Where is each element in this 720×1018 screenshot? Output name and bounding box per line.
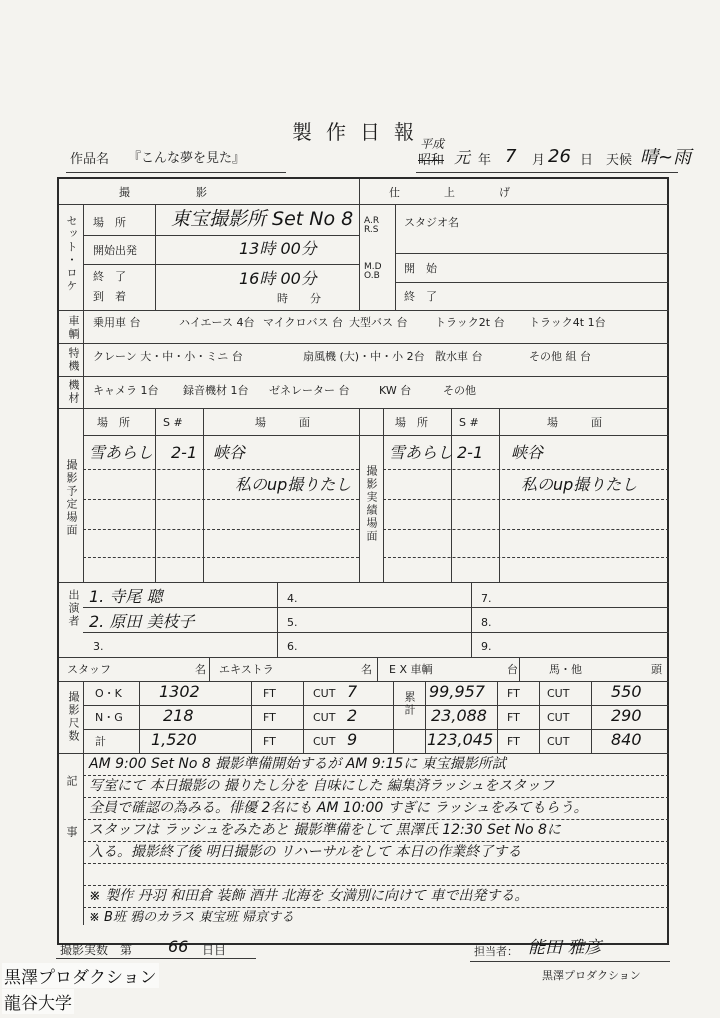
ng-cum-ft-unit: FT [507, 711, 520, 724]
ng-cut: 2 [347, 706, 358, 725]
era-written: 平成 [420, 137, 445, 151]
day-label: 日 [580, 153, 594, 168]
actual-sn-header: S # [459, 416, 479, 429]
month-label: 月 [532, 153, 546, 168]
actual-scene-value: 峡谷 [511, 443, 544, 462]
report-form [57, 177, 669, 945]
plan-place-value: 雪あらし [89, 443, 154, 462]
actual-place-value: 雪あらし [389, 443, 454, 462]
weather-value: 晴~雨 [640, 147, 692, 168]
cumulative-label: 累計 [403, 691, 416, 717]
staff-unit: 名 [195, 663, 206, 676]
year-value: 元 [454, 148, 471, 167]
total-cum-ft: 123,045 [427, 730, 494, 749]
close-label: 終 了 [404, 290, 437, 303]
in-charge-underline [470, 961, 670, 962]
cast-9: 9. [481, 640, 492, 653]
extra-label: エキストラ [219, 663, 274, 676]
equipment-label: 特機 [67, 347, 80, 373]
note-line-8: ※ B班 鴉のカラス 東宝班 帰京する [89, 910, 294, 925]
day-value: 26 [548, 146, 571, 167]
ex-vehicle-label: E X 車輌 [389, 663, 433, 676]
ng-cum-cut-unit: CUT [547, 711, 570, 724]
ng-label: N・G [95, 711, 123, 724]
actual-label: 撮影実績場面 [365, 465, 378, 543]
company-name: 黒澤プロダクション [542, 969, 641, 982]
total-cum-ft-unit: FT [507, 735, 520, 748]
total-cut-unit: CUT [313, 735, 336, 748]
watermark-line-1: 黒澤プロダクション [2, 963, 159, 988]
vehicle-truck2t: トラック2t 台 [435, 316, 505, 329]
cast-4: 4. [287, 592, 298, 605]
ok-cut: 7 [347, 682, 358, 701]
cast-3: 3. [93, 640, 104, 653]
cast-6: 6. [287, 640, 298, 653]
ok-cum-ft: 99,957 [429, 682, 485, 701]
plan-sn-value: 2-1 [171, 443, 198, 462]
plan-place-header: 場 所 [97, 416, 130, 429]
days-underline [56, 958, 256, 959]
cast-5: 5. [287, 616, 298, 629]
ng-cut-unit: CUT [313, 711, 336, 724]
ar-rs-label: A.R R.S [364, 216, 380, 235]
md-ob-label: M.D O.B [364, 262, 382, 281]
place-value: 東宝撮影所 Set No 8 [171, 208, 354, 230]
vehicle-hiace: ハイエース 4台 [179, 316, 255, 329]
equip-fan: 扇風機 (大)・中・小 2台 [303, 350, 425, 363]
era-printed: 昭和 [418, 153, 445, 168]
mat-generator: ゼネレーター 台 [269, 384, 350, 397]
end-label: 終 了 [93, 270, 126, 283]
arrive-time: 時 分 [277, 292, 321, 305]
days-value: 66 [168, 937, 189, 956]
weather-label: 天候 [606, 153, 633, 168]
work-label: 作品名 [70, 152, 110, 167]
ok-label: O・K [95, 687, 122, 700]
actual-sn-value: 2-1 [457, 443, 484, 462]
ng-cum-ft: 23,088 [431, 706, 487, 725]
ok-cum-cut-unit: CUT [547, 687, 570, 700]
cast-2: 2. 原田 美枝子 [89, 612, 195, 631]
shooting-header: 撮 影 [119, 186, 207, 199]
mat-other: その他 [443, 384, 476, 397]
horse-unit: 頭 [651, 663, 662, 676]
in-charge-value: 能田 雅彦 [528, 938, 602, 958]
ok-cum-cut: 550 [611, 682, 642, 701]
start-time: 13時 00分 [239, 239, 317, 258]
total-label: 計 [95, 735, 106, 748]
vehicle-car: 乗用車 台 [93, 316, 141, 329]
note-line-1: AM 9:00 Set No 8 撮影準備開始するが AM 9:15に 東宝撮影所試 [89, 756, 506, 772]
cast-7: 7. [481, 592, 492, 605]
total-cum-cut: 840 [611, 730, 642, 749]
note-line-4: スタッフは ラッシュをみたあと 撮影準備をして 黒澤氏 12:30 Set No 8に [89, 822, 561, 838]
vehicle-microbus: マイクロバス 台 [263, 316, 344, 329]
cast-8: 8. [481, 616, 492, 629]
vehicle-truck4t: トラック4t 1台 [529, 316, 606, 329]
ok-cut-unit: CUT [313, 687, 336, 700]
days-label: 撮影実数 第 [60, 943, 133, 957]
ng-cum-cut: 290 [611, 706, 642, 725]
note-line-5: 入る。撮影終了後 明日撮影の リハーサルをして 本日の作業終了する [89, 844, 522, 860]
start-label: 開始出発 [93, 244, 137, 257]
note-line-7: ※ 製作 丹羽 和田倉 装飾 酒井 北海を 女満別に向けて 車で出発する。 [89, 888, 529, 904]
end-time: 16時 00分 [239, 269, 317, 288]
ex-vehicle-unit: 台 [507, 663, 518, 676]
vehicles-label: 車輌 [67, 315, 80, 341]
note-line-2: 写室にて 本日撮影の 撮りたし分を 自味にした 編集済ラッシュをスタッフ [89, 778, 555, 794]
materials-label: 機材 [67, 379, 80, 405]
ng-ft: 218 [163, 706, 194, 725]
equip-crane: クレーン 大・中・小・ミニ 台 [93, 350, 243, 363]
plan-scene-header: 場 面 [255, 416, 310, 429]
watermark-line-2: 龍谷大学 [2, 989, 74, 1014]
cast-label: 出演者 [67, 589, 80, 628]
actual-note-value: 私のup撮りたし [521, 475, 638, 494]
total-cum-cut-unit: CUT [547, 735, 570, 748]
vehicle-bus: 大型バス 台 [349, 316, 408, 329]
ok-ft: 1302 [159, 682, 200, 701]
plan-sn-header: S # [163, 416, 183, 429]
actual-place-header: 場 所 [395, 416, 428, 429]
staff-label: スタッフ [67, 663, 111, 676]
note-line-3: 全員で確認の為みる。俳優 2名にも AM 10:00 すぎに ラッシュをみてもらう。 [89, 800, 588, 816]
total-ft-unit: FT [263, 735, 276, 748]
ng-ft-unit: FT [263, 711, 276, 724]
notes-label: 記事 [65, 775, 78, 877]
date-underline [416, 172, 678, 173]
arrive-label: 到 着 [93, 290, 126, 303]
work-title: 『こんな夢を見た』 [128, 151, 246, 166]
in-charge-label: 担当者： [474, 945, 518, 958]
document-title: 製作日報 [292, 120, 428, 144]
year-label: 年 [478, 153, 492, 168]
plan-label: 撮影予定場面 [65, 459, 78, 537]
month-value: 7 [505, 146, 517, 167]
ok-cum-ft-unit: FT [507, 687, 520, 700]
place-label: 場 所 [93, 216, 126, 229]
equip-water: 散水車 台 [435, 350, 483, 363]
finishing-header: 仕 上 げ [389, 186, 510, 199]
plan-note-value: 私のup撮りたし [235, 475, 352, 494]
ok-ft-unit: FT [263, 687, 276, 700]
days-unit: 日目 [202, 943, 227, 957]
horse-label: 馬・他 [549, 663, 582, 676]
set-loca-label: セット・ロケ [65, 215, 78, 293]
total-cut: 9 [347, 730, 358, 749]
actual-scene-header: 場 面 [547, 416, 602, 429]
total-ft: 1,520 [151, 730, 197, 749]
cast-1: 1. 寺尾 聰 [89, 587, 163, 606]
open-label: 開 始 [404, 262, 437, 275]
work-underline [66, 172, 286, 173]
extra-unit: 名 [361, 663, 372, 676]
studio-label: スタジオ名 [404, 216, 459, 229]
equip-other: その他 組 台 [529, 350, 591, 363]
mat-sound: 録音機材 1台 [183, 384, 249, 397]
film-label: 撮影尺数 [67, 691, 80, 743]
plan-scene-value: 峡谷 [213, 443, 246, 462]
mat-camera: キャメラ 1台 [93, 384, 159, 397]
mat-kw: KW 台 [379, 384, 412, 397]
